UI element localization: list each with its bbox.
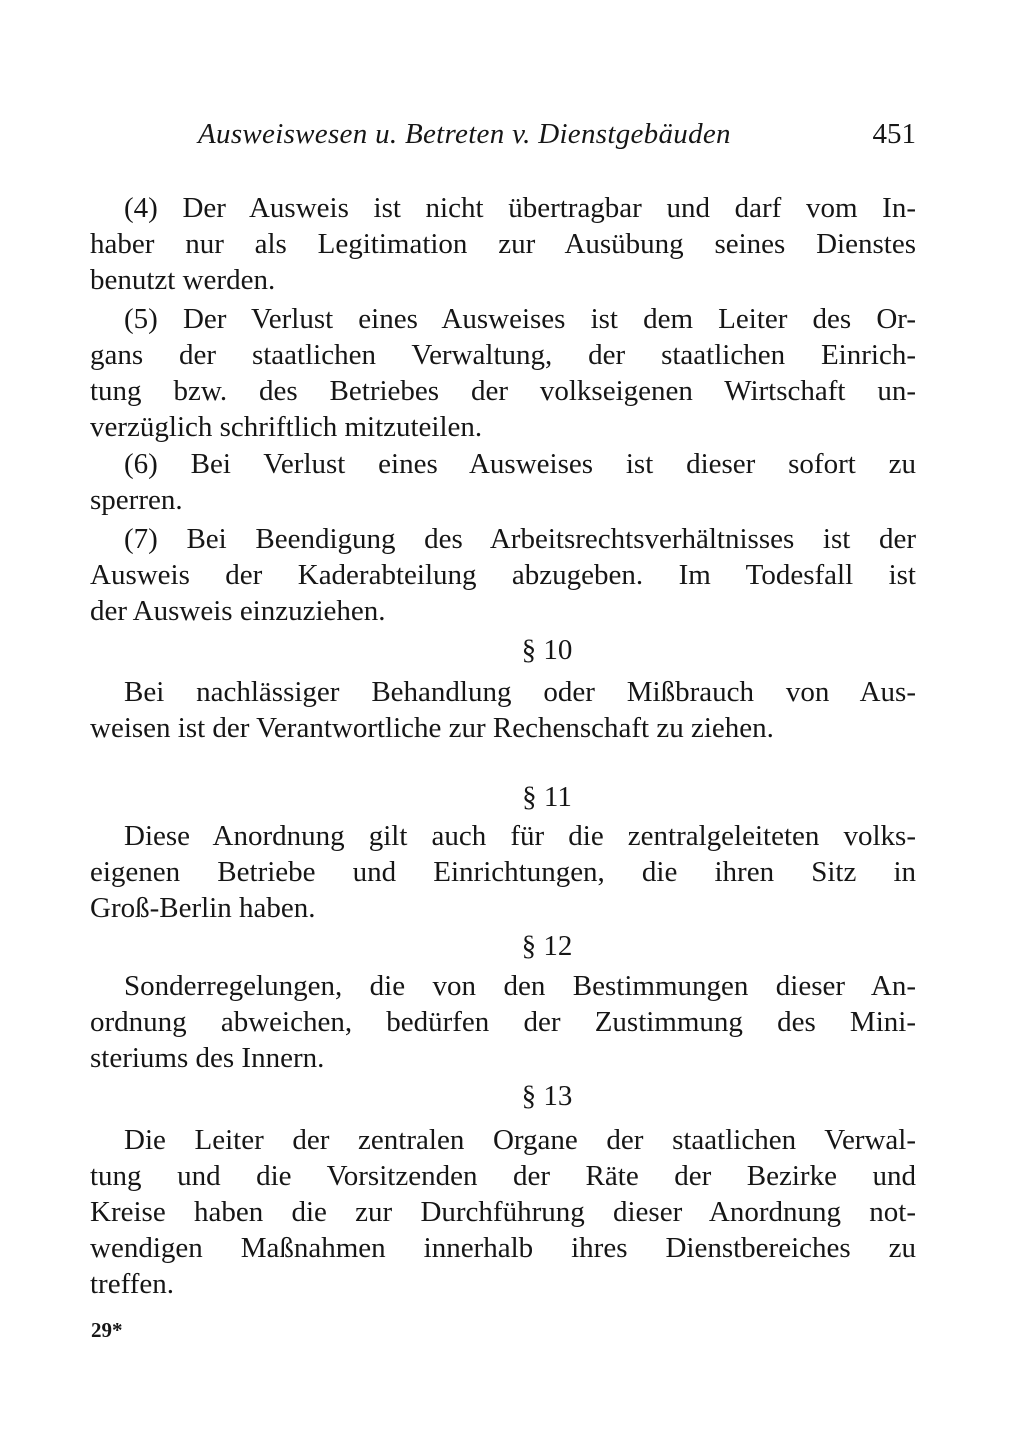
paragraph-line: verzüglich schriftlich mitzuteilen. bbox=[90, 411, 483, 443]
page-number: 451 bbox=[872, 118, 916, 150]
section-line: wendigen Maßnahmen innerhalb ihres Dienstbereiches zu bbox=[90, 1232, 916, 1264]
section-line: ordnung abweichen, bedürfen der Zustimmung des Mini- bbox=[90, 1006, 916, 1038]
paragraph-6 bbox=[90, 446, 916, 518]
section-12-text bbox=[90, 968, 916, 1076]
paragraph-line: (5) Der Verlust eines Ausweises ist dem Leiter des Or- bbox=[124, 303, 916, 335]
section-line: Diese Anordnung gilt auch für die zentralgeleiteten volks- bbox=[124, 820, 916, 852]
paragraph-line: tung bzw. des Betriebes der volkseigenen Wirtschaft un- bbox=[90, 375, 916, 407]
paragraph-line: (6) Bei Verlust eines Ausweises ist dieser sofort zu bbox=[124, 448, 916, 480]
section-line: Groß-Berlin haben. bbox=[90, 892, 316, 924]
paragraph-line: (7) Bei Beendigung des Arbeitsrechtsverhältnisses ist der bbox=[124, 523, 916, 555]
paragraph-line: haber nur als Legitimation zur Ausübung seines Dienstes bbox=[90, 228, 916, 260]
section-11-text bbox=[90, 818, 916, 926]
section-10-text bbox=[90, 674, 916, 746]
paragraph-4 bbox=[90, 190, 916, 298]
paragraph-line: Ausweis der Kaderabteilung abzugeben. Im Todesfall ist bbox=[90, 559, 916, 591]
paragraph-line: gans der staatlichen Verwaltung, der staatlichen Einrich- bbox=[90, 339, 916, 371]
section-line: Kreise haben die zur Durchführung dieser Anordnung not- bbox=[90, 1196, 916, 1228]
paragraph-7 bbox=[90, 521, 916, 629]
section-heading-12: § 12 bbox=[521, 930, 573, 962]
paragraph-line: benutzt werden. bbox=[90, 264, 276, 296]
paragraph-line: der Ausweis einzuziehen. bbox=[90, 595, 386, 627]
section-line: Die Leiter der zentralen Organe der staatlichen Verwal- bbox=[124, 1124, 916, 1156]
section-heading-13: § 13 bbox=[521, 1080, 573, 1112]
running-head: Ausweiswesen u. Betreten v. Dienstgebäuden bbox=[198, 118, 731, 150]
paragraph-line: sperren. bbox=[90, 484, 183, 516]
section-line: tung und die Vorsitzenden der Räte der Bezirke und bbox=[90, 1160, 916, 1192]
section-line: treffen. bbox=[90, 1268, 174, 1300]
paragraph-5 bbox=[90, 301, 916, 445]
paragraph-line: (4) Der Ausweis ist nicht übertragbar und darf vom In- bbox=[124, 192, 916, 224]
section-heading-11: § 11 bbox=[522, 781, 572, 813]
section-heading-10: § 10 bbox=[521, 634, 573, 666]
section-line: Sonderregelungen, die von den Bestimmungen dieser An- bbox=[124, 970, 916, 1002]
section-line: steriums des Innern. bbox=[90, 1042, 325, 1074]
section-line: Bei nachlässiger Behandlung oder Mißbrauch von Aus- bbox=[124, 676, 916, 708]
section-13-text bbox=[90, 1122, 916, 1302]
section-line: eigenen Betriebe und Einrichtungen, die ihren Sitz in bbox=[90, 856, 916, 888]
page-header bbox=[198, 118, 916, 158]
signature-mark: 29* bbox=[91, 1318, 123, 1342]
section-line: weisen ist der Verantwortliche zur Rechenschaft zu ziehen. bbox=[90, 712, 774, 744]
